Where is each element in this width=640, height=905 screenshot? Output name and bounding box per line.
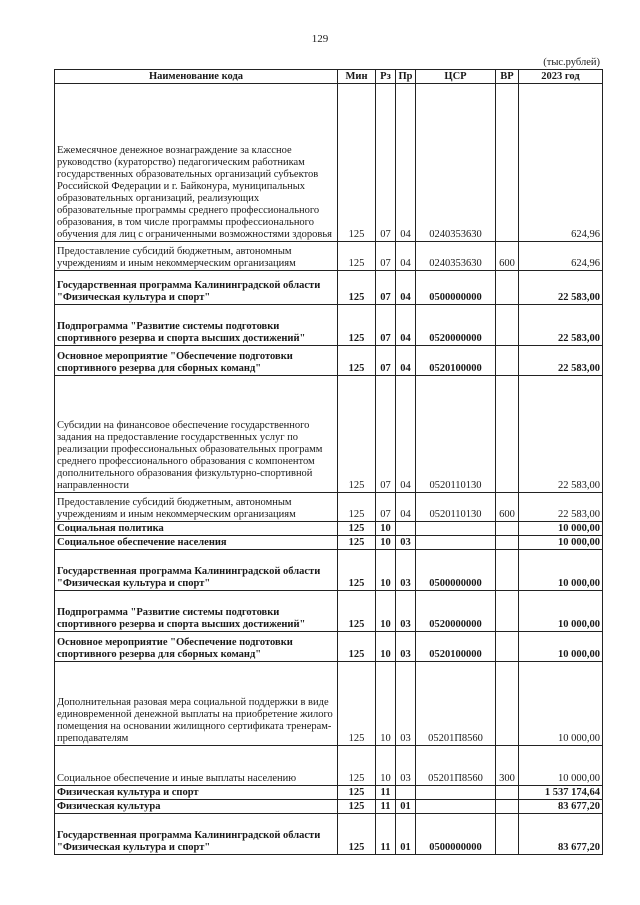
row-csr [416,786,496,800]
column-header: Мин [338,70,376,84]
row-vr [496,662,519,746]
row-pr: 04 [396,493,416,522]
row-min: 125 [338,493,376,522]
table-row [55,800,603,814]
row-name: Субсидии на финансовое обеспечение государственного задания на предоставление государственных услуг по реализации профессиональных образовательных программ среднего профессионального образования с компонентом дополнительного образования физкультурно-спортивной направленности [55,376,338,493]
row-min: 125 [338,522,376,536]
row-rz: 11 [376,814,396,855]
row-csr: 0500000000 [416,271,496,305]
table-row [55,305,603,346]
row-name: Основное мероприятие "Обеспечение подготовки спортивного резерва для сборных команд" [55,346,338,376]
row-vr [496,632,519,662]
row-rz: 07 [376,242,396,271]
row-rz: 10 [376,522,396,536]
row-sum: 83 677,20 [519,814,603,855]
row-name: Физическая культура [55,800,338,814]
row-csr [416,522,496,536]
row-pr: 03 [396,591,416,632]
row-rz: 10 [376,662,396,746]
row-name: Социальная политика [55,522,338,536]
row-sum: 10 000,00 [519,550,603,591]
row-vr [496,84,519,242]
row-csr [416,536,496,550]
row-vr: 600 [496,242,519,271]
row-pr: 03 [396,662,416,746]
row-csr: 05201П8560 [416,746,496,786]
row-vr [496,271,519,305]
column-header: ВР [496,70,519,84]
table-row [55,662,603,746]
row-rz: 07 [376,493,396,522]
row-rz: 07 [376,84,396,242]
row-rz: 11 [376,786,396,800]
row-min: 125 [338,271,376,305]
row-vr [496,800,519,814]
row-csr: 0240353630 [416,242,496,271]
row-min: 125 [338,786,376,800]
row-sum: 22 583,00 [519,305,603,346]
table-header-row [55,70,603,84]
column-header: Рз [376,70,396,84]
row-min: 125 [338,632,376,662]
column-header: Пр [396,70,416,84]
row-sum: 10 000,00 [519,536,603,550]
row-vr [496,346,519,376]
column-header: Наименование кода [55,70,338,84]
row-rz: 10 [376,536,396,550]
row-csr: 0520110130 [416,376,496,493]
row-sum: 624,96 [519,84,603,242]
row-pr: 03 [396,536,416,550]
row-name: Дополнительная разовая мера социальной поддержки в виде единовременной денежной выплаты на приобретение жилого помещения на основании жилищного сертификата тренерам-преподавателям [55,662,338,746]
row-pr: 03 [396,746,416,786]
table-row [55,814,603,855]
table-row [55,271,603,305]
row-min: 125 [338,305,376,346]
row-vr [496,522,519,536]
table-row [55,632,603,662]
row-rz: 10 [376,591,396,632]
table-row [55,746,603,786]
row-pr: 04 [396,376,416,493]
row-rz: 07 [376,346,396,376]
row-vr [496,786,519,800]
row-vr: 600 [496,493,519,522]
row-name: Ежемесячное денежное вознаграждение за классное руководство (кураторство) педагогическим работникам государственных образовательных организаций субъектов Российской Федерации и г. Байконура, муниципальных образовательных организаций, реализующих образовательные программы среднего профессионального образования, в том числе программы профессионального обучения для лиц с ограниченными возможностями здоровья [55,84,338,242]
row-vr [496,536,519,550]
row-csr [416,800,496,814]
row-sum: 10 000,00 [519,662,603,746]
row-name: Предоставление субсидий бюджетным, автономным учреждениям и иным некоммерческим организациям [55,493,338,522]
row-pr: 03 [396,632,416,662]
row-csr: 0520000000 [416,305,496,346]
row-sum: 10 000,00 [519,591,603,632]
units-label: (тыс.рублей) [543,57,600,68]
table-row [55,522,603,536]
column-header: ЦСР [416,70,496,84]
row-rz: 10 [376,746,396,786]
row-sum: 10 000,00 [519,522,603,536]
row-rz: 07 [376,305,396,346]
row-pr: 04 [396,84,416,242]
row-rz: 10 [376,632,396,662]
row-min: 125 [338,746,376,786]
row-name: Физическая культура и спорт [55,786,338,800]
table-row [55,84,603,242]
row-vr [496,550,519,591]
row-vr [496,305,519,346]
row-pr: 01 [396,800,416,814]
row-pr: 04 [396,271,416,305]
row-name: Подпрограмма "Развитие системы подготовки спортивного резерва и спорта высших достижений" [55,305,338,346]
row-min: 125 [338,591,376,632]
row-min: 125 [338,814,376,855]
row-pr [396,522,416,536]
row-name: Основное мероприятие "Обеспечение подготовки спортивного резерва для сборных команд" [55,632,338,662]
row-min: 125 [338,346,376,376]
row-name: Государственная программа Калининградской области "Физическая культура и спорт" [55,550,338,591]
row-min: 125 [338,800,376,814]
table-row [55,550,603,591]
row-vr: 300 [496,746,519,786]
row-name: Предоставление субсидий бюджетным, автономным учреждениям и иным некоммерческим организациям [55,242,338,271]
row-name: Социальное обеспечение и иные выплаты населению [55,746,338,786]
row-pr: 04 [396,305,416,346]
table-row [55,536,603,550]
row-pr: 04 [396,346,416,376]
row-sum: 10 000,00 [519,746,603,786]
row-vr [496,814,519,855]
column-header: 2023 год [519,70,603,84]
row-name: Государственная программа Калининградской области "Физическая культура и спорт" [55,814,338,855]
row-rz: 07 [376,271,396,305]
row-min: 125 [338,536,376,550]
row-csr: 0520100000 [416,346,496,376]
row-csr: 0520110130 [416,493,496,522]
page-number: 129 [311,33,329,45]
table-row [55,493,603,522]
row-name: Социальное обеспечение населения [55,536,338,550]
row-name: Подпрограмма "Развитие системы подготовки спортивного резерва и спорта высших достижений" [55,591,338,632]
row-csr: 0520100000 [416,632,496,662]
row-rz: 07 [376,376,396,493]
row-rz: 11 [376,800,396,814]
budget-table [54,69,603,855]
row-vr [496,591,519,632]
row-rz: 10 [376,550,396,591]
row-min: 125 [338,550,376,591]
table-row [55,786,603,800]
row-min: 125 [338,84,376,242]
row-csr: 0500000000 [416,550,496,591]
row-min: 125 [338,376,376,493]
row-csr: 05201П8560 [416,662,496,746]
row-sum: 22 583,00 [519,346,603,376]
row-name: Государственная программа Калининградской области "Физическая культура и спорт" [55,271,338,305]
row-pr: 03 [396,550,416,591]
row-sum: 22 583,00 [519,271,603,305]
table-row [55,376,603,493]
row-sum: 83 677,20 [519,800,603,814]
row-pr [396,786,416,800]
row-min: 125 [338,662,376,746]
row-sum: 10 000,00 [519,632,603,662]
table-row [55,591,603,632]
row-csr: 0520000000 [416,591,496,632]
row-sum: 22 583,00 [519,376,603,493]
row-csr: 0240353630 [416,84,496,242]
row-vr [496,376,519,493]
row-min: 125 [338,242,376,271]
row-csr: 0500000000 [416,814,496,855]
row-sum: 624,96 [519,242,603,271]
row-pr: 01 [396,814,416,855]
table-row [55,242,603,271]
table-row [55,346,603,376]
row-sum: 1 537 174,64 [519,786,603,800]
row-sum: 22 583,00 [519,493,603,522]
row-pr: 04 [396,242,416,271]
